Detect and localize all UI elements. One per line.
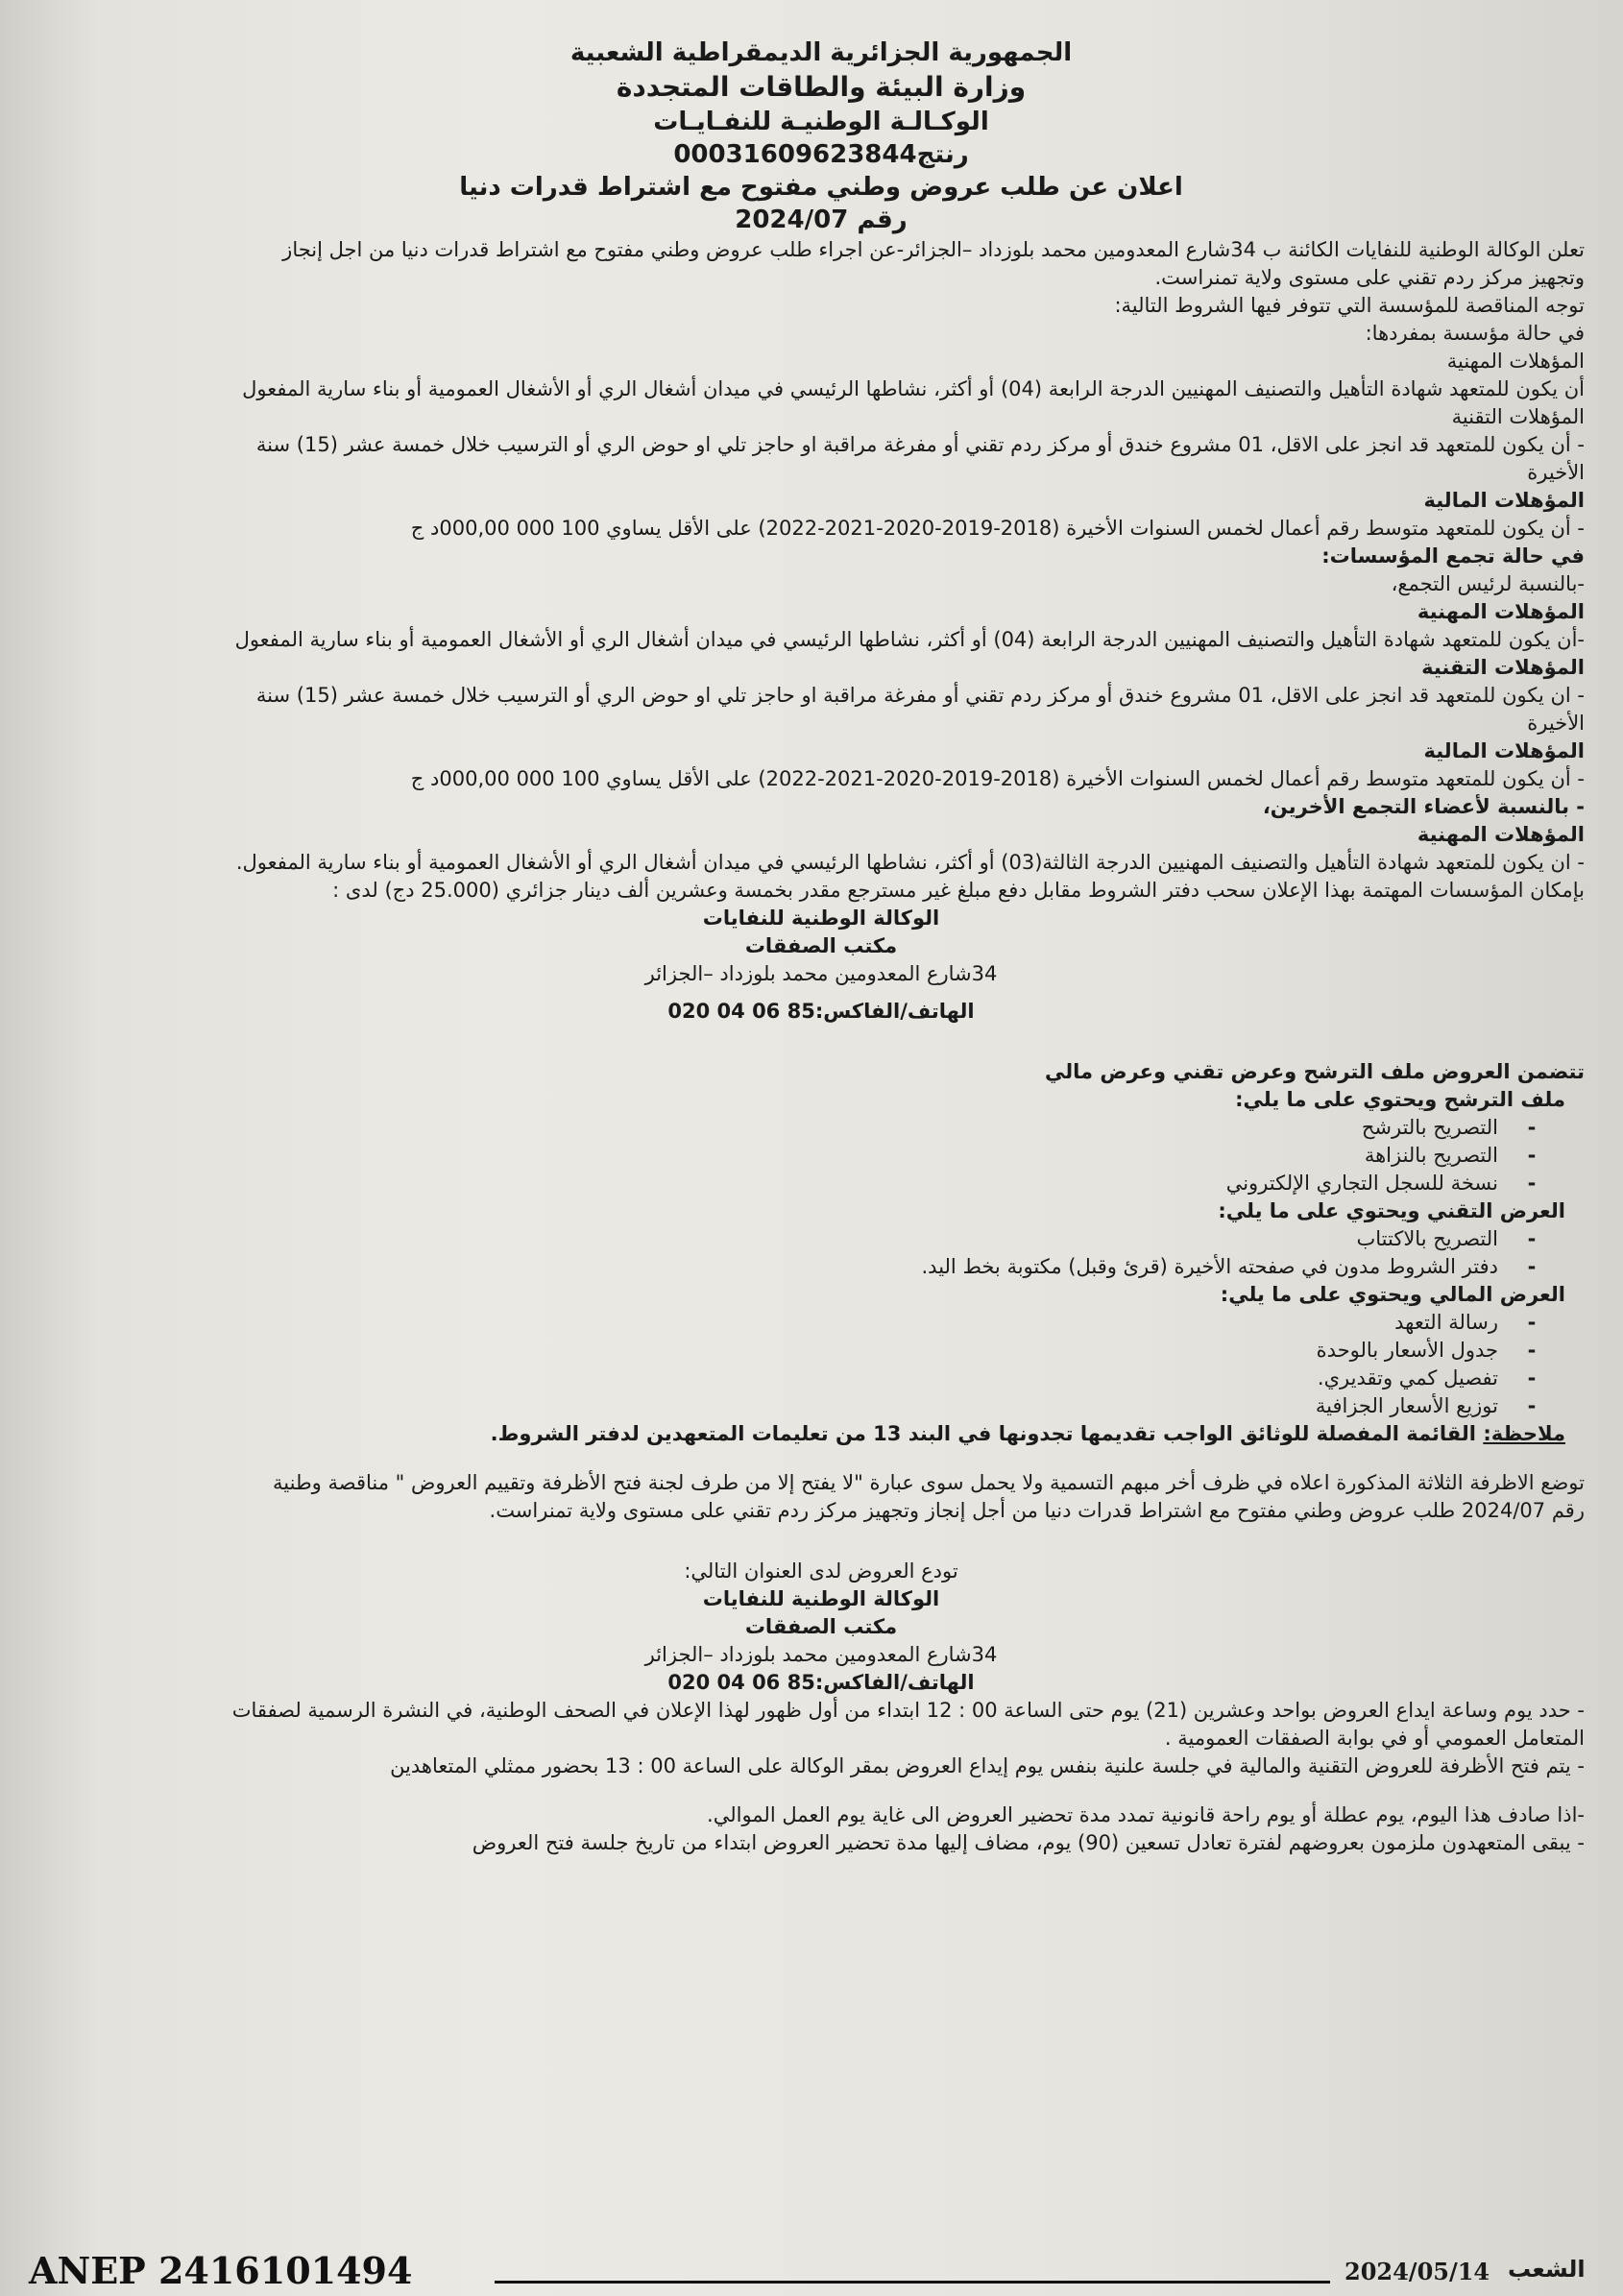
single-tech-text: - أن يكون للمتعهد قد انجز على الاقل، 01 مشروع خندق أو مركز ردم تقني أو مفرغة مراقبة او حاجز تلي او حوض الري أو الترسيب خلال خمسة عشر (15) سنة bbox=[255, 433, 1585, 456]
list-item: -تفصيل كمي وتقديري. bbox=[1317, 1366, 1537, 1390]
list-item: -التصريح بالاكتتاب bbox=[1356, 1227, 1537, 1250]
group-prof-title: المؤهلات المهنية bbox=[1417, 600, 1585, 623]
list-item: -جدول الأسعار بالوحدة bbox=[1316, 1339, 1537, 1362]
deadline-line-1: - حدد يوم وساعة ايداع العروض بواحد وعشرين (21) يوم حتى الساعة 00 : 12 ابتداء من أول ظهور لهذا الإعلان في الصحف الوطنية، في النشرة الرسمية لصفقات bbox=[231, 1699, 1585, 1722]
deadline-line-5: - يبقى المتعهدون ملزمون بعروضهم لفترة تعادل تسعين (90) يوم، مضاف إليها مدة تحضير العروض ابتداء من تاريخ جلسة فتح العروض bbox=[472, 1831, 1585, 1854]
deposit-office: مكتب الصفقات bbox=[744, 1615, 898, 1638]
single-tech-title: المؤهلات التقنية bbox=[1451, 405, 1585, 428]
group-tech-text: - ان يكون للمتعهد قد انجز على الاقل، 01 مشروع خندق أو مركز ردم تقني أو مفرغة مراقبة او حاجز تلي او حوض الري أو الترسيب خلال خمسة عشر (15) سنة bbox=[255, 684, 1585, 707]
group-tech-text-2: الأخيرة bbox=[1527, 712, 1585, 735]
envelope-line-2: رقم 2024/07 طلب عروض وطني مفتوح مع اشتراط قدرات دنيا من أجل إنجاز وتجهيز مركز ردم تقني على مستوى ولاية تمنراست. bbox=[489, 1499, 1585, 1522]
withdrawal-office: مكتب الصفقات bbox=[744, 934, 898, 957]
list-item: -رسالة التعهد bbox=[1394, 1311, 1537, 1334]
technical-list bbox=[58, 1225, 1585, 1281]
list-item: -توزيع الأسعار الجزافية bbox=[1315, 1394, 1537, 1417]
offers-intro: تتضمن العروض ملف الترشح وعرض تقني وعرض مالي bbox=[1045, 1060, 1585, 1083]
group-tech-title: المؤهلات التقنية bbox=[1421, 656, 1585, 679]
withdrawal-agency: الوكالة الوطنية للنفايات bbox=[702, 906, 940, 930]
notice-title: اعلان عن طلب عروض وطني مفتوح مع اشتراط قدرات دنيا bbox=[459, 173, 1183, 202]
envelope-line-1: توضع الاظرفة الثلاثة المذكورة اعلاه في ظرف أخر مبهم التسمية ولا يحمل سوى عبارة "لا يفتح إلا من طرف لجنة فتح الأظرفة وتقييم العروض " مناقصة وطنية bbox=[273, 1471, 1585, 1494]
deadline-line-4: -اذا صادف هذا اليوم، يوم عطلة أو يوم راحة قانونية تمدد مدة تحضير العروض الى غاية يوم العمل الموالي. bbox=[707, 1803, 1585, 1826]
financial-title: العرض المالي ويحتوي على ما يلي: bbox=[1220, 1283, 1565, 1306]
group-fin-text: - أن يكون للمتعهد متوسط رقم أعمال لخمس السنوات الأخيرة (2018-2019-2020-2021-2022) على الأقل يساوي 100 000 000,00د ج bbox=[410, 767, 1585, 790]
intro-line-4: في حالة مؤسسة بمفردها: bbox=[1365, 322, 1585, 345]
group-members-prof-title: المؤهلات المهنية bbox=[1417, 823, 1585, 846]
deadline-line-3: - يتم فتح الأظرفة للعروض التقنية والمالية في جلسة علنية بنفس يوم إيداع العروض بمقر الوكالة على الساعة 00 : 13 بحضور ممثلي المتعاهدين bbox=[390, 1754, 1585, 1777]
group-members-prof-text: - ان يكون للمتعهد شهادة التأهيل والتصنيف المهنيين الدرجة الثالثة(03) أو أكثر، نشاطها الرئيسي في ميدان أشغال الري أو الأشغال العمومية أو بناء سارية المفعول. bbox=[235, 851, 1585, 874]
candidacy-title: ملف الترشح ويحتوي على ما يلي: bbox=[1235, 1088, 1565, 1111]
footer bbox=[29, 2249, 1594, 2292]
intro-line-2: وتجهيز مركز ردم تقني على مستوى ولاية تمنراست. bbox=[1154, 266, 1585, 289]
intro-line-1: تعلن الوكالة الوطنية للنفايات الكائنة ب 34شارع المعدومين محمد بلوزداد –الجزائر-عن اجراء طلب عروض وطني مفتوح مع اشتراط قدرات دنيا من اجل إنجاز bbox=[282, 238, 1585, 261]
single-prof-text: أن يكون للمتعهد شهادة التأهيل والتصنيف المهنيين الدرجة الرابعة (04) أو أكثر، نشاطها الرئيسي في ميدان أشغال الري أو الأشغال العمومية أو بناء سارية المفعول bbox=[242, 377, 1585, 400]
note bbox=[58, 1420, 1585, 1448]
single-tech-text-2: الأخيرة bbox=[1527, 461, 1585, 484]
deposit-phone: الهاتف/الفاكس:85 06 04 020 bbox=[667, 1671, 975, 1694]
tender-notice bbox=[58, 36, 1585, 1857]
ministry-title: وزارة البيئة والطاقات المتجددة bbox=[616, 71, 1027, 103]
publication-date: 2024/05/14 bbox=[1344, 2258, 1490, 2285]
financial-list bbox=[58, 1309, 1585, 1420]
withdrawal-phone: الهاتف/الفاكس:85 06 04 020 bbox=[667, 1000, 975, 1023]
group-prof-text: -أن يكون للمتعهد شهادة التأهيل والتصنيف المهنيين الدرجة الرابعة (04) أو أكثر، نشاطها الرئيسي في ميدان أشغال الري أو الأشغال العمومية أو بناء سارية المفعول bbox=[234, 628, 1585, 651]
deadline-line-2: المتعامل العمومي أو في بوابة الصفقات العمومية . bbox=[1164, 1727, 1585, 1750]
single-fin-title: المؤهلات المالية bbox=[1423, 489, 1585, 512]
withdrawal-text: بإمكان المؤسسات المهتمة بهذا الإعلان سحب دفتر الشروط مقابل دفع مبلغ غير مسترجع مقدر بخمسة وعشرين ألف دينار جزائري (25.000 دج) لدى : bbox=[332, 879, 1585, 902]
list-item: -دفتر الشروط مدون في صفحته الأخيرة (قرئ وقبل) مكتوبة بخط اليد. bbox=[921, 1255, 1537, 1278]
reference-number: رنتج00031609623844 bbox=[673, 140, 969, 169]
list-item: -التصريح بالنزاهة bbox=[1364, 1144, 1537, 1167]
note-text: القائمة المفصلة للوثائق الواجب تقديمها تجدونها في البند 13 من تعليمات المتعهدين لدفتر الشروط. bbox=[490, 1422, 1484, 1445]
deposit-address: 34شارع المعدومين محمد بلوزداد –الجزائر bbox=[644, 1643, 998, 1666]
deposit-title: تودع العروض لدى العنوان التالي: bbox=[684, 1559, 958, 1583]
deposit-agency: الوكالة الوطنية للنفايات bbox=[702, 1587, 940, 1610]
group-leader: -بالنسبة لرئيس التجمع، bbox=[1391, 572, 1585, 595]
republic-title: الجمهورية الجزائرية الديمقراطية الشعبية bbox=[569, 38, 1073, 67]
newspaper-name: الشعب bbox=[1508, 2256, 1586, 2283]
candidacy-list bbox=[58, 1114, 1585, 1197]
single-prof-title: المؤهلات المهنية bbox=[1446, 350, 1585, 373]
group-fin-title: المؤهلات المالية bbox=[1423, 739, 1585, 762]
technical-title: العرض التقني ويحتوي على ما يلي: bbox=[1218, 1199, 1565, 1222]
group-title: في حالة تجمع المؤسسات: bbox=[1321, 544, 1585, 568]
anep-code: ANEP 2416101494 bbox=[29, 2249, 413, 2292]
list-item: -التصريح بالترشح bbox=[1361, 1116, 1537, 1139]
notice-number: رقم 2024/07 bbox=[735, 205, 908, 234]
agency-title: الوكـالـة الوطنيـة للنفـايـات bbox=[653, 108, 989, 136]
list-item: -نسخة للسجل التجاري الإلكتروني bbox=[1225, 1172, 1537, 1195]
note-label: ملاحظة: bbox=[1483, 1422, 1565, 1445]
single-fin-text: - أن يكون للمتعهد متوسط رقم أعمال لخمس السنوات الأخيرة (2018-2019-2020-2021-2022) على الأقل يساوي 100 000 000,00د ج bbox=[410, 517, 1585, 540]
footer-rule bbox=[495, 2281, 1330, 2284]
withdrawal-address: 34شارع المعدومين محمد بلوزداد –الجزائر bbox=[644, 962, 998, 985]
group-members: - بالنسبة لأعضاء التجمع الأخرين، bbox=[1262, 795, 1585, 818]
intro-line-3: توجه المناقصة للمؤسسة التي تتوفر فيها الشروط التالية: bbox=[1114, 294, 1585, 317]
